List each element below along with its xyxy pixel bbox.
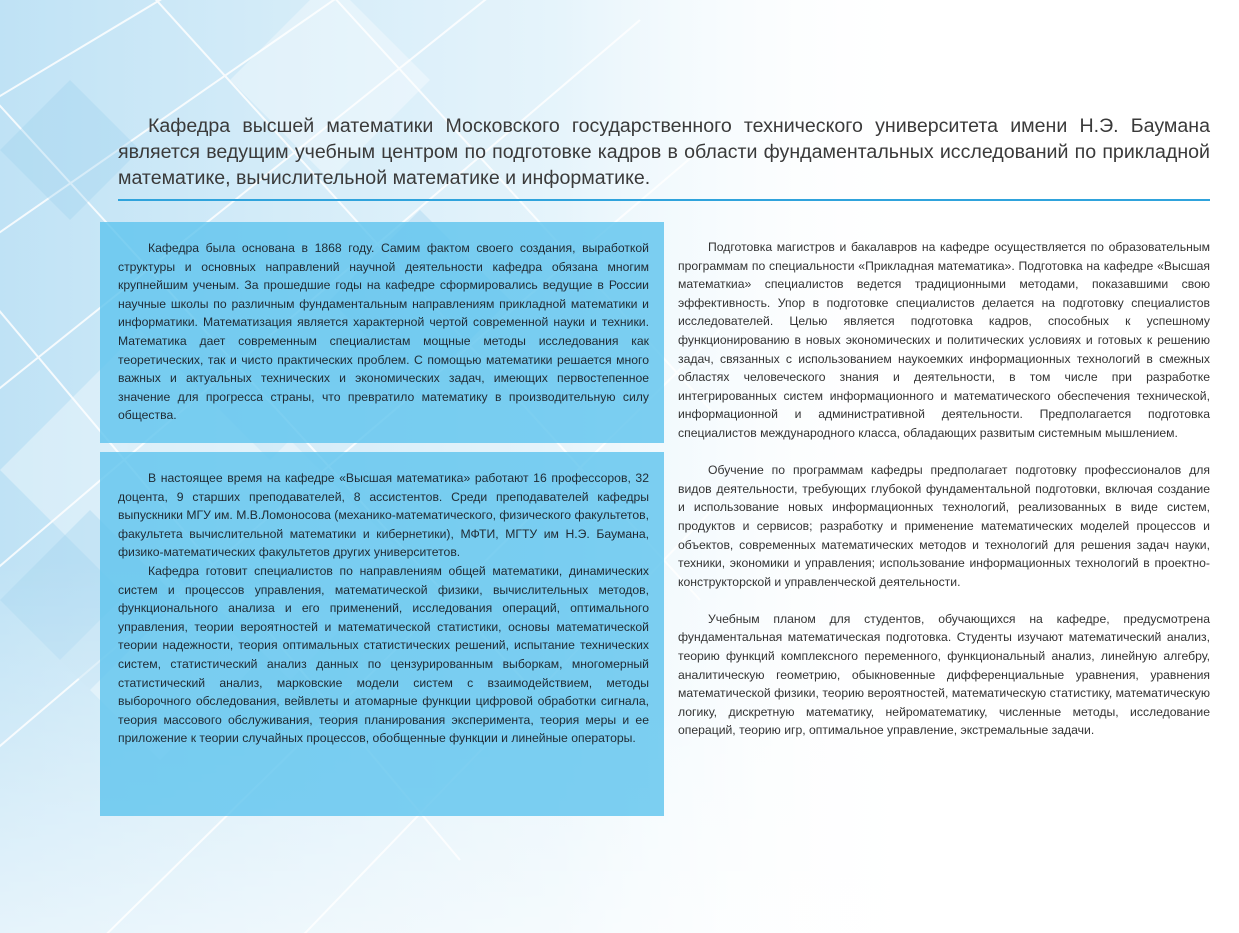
training-paragraph: Подготовка магистров и бакалавров на кафедре осуществляется по образовательным программам по специальности «Прикладная математика». Подготовка на кафедре «Высшая математкиа» специалистов ведется традиционными методами, показавшими свою эффективность. Упор в подготовке специалистов делается на подготовку специалистов исследователей. Целью является подготовка кадров, способных к успешному функционированию в новых экономических и политических условиях и готовых к решению задач, связанных с использованием наукоемких информационных технологий в смежных областях человеческого знания и деятельности, в том числе при разработке интегрированных систем информационного и математического обеспечения технической, информационной и административной деятельности. Предполагается подготовка специалистов международного класса, обладающих развитым системным мышлением. bbox=[678, 240, 1210, 440]
staff-paragraph: В настоящее время на кафедре «Высшая математика» работают 16 профессоров, 32 доцента, 9 старших преподавателей, 8 ассистентов. Среди преподавателей кафедры выпускники МГУ им. М.В.Ломоносова (механико-математического, физического факультетов, факультета вычислительной математики и кибернетики), МФТИ, МГТУ им Н.Э. Баумана, физико-математических факультетов других университетов. bbox=[118, 471, 649, 560]
staff-box bbox=[100, 452, 664, 816]
specializations-paragraph: Кафедра готовит специалистов по направлениям общей математики, динамических систем и процессов управления, математической физики, вычислительных методов, функционального анализа и его применений, исследования операций, оптимального управления, теории вероятностей и математической статистики, основы математической теории надежности, теория оптимальных статистических решений, испытание технических систем, статистический анализ данных по цензурированным выборкам, многомерный статистический анализ, марковские модели систем с взаимодействием, методы выборочного обследования, вейвлеты и атомарные функции цифровой обработки сигнала, теория массового обслуживания, теория планирования эксперимента, теория меры и ее приложение к теории случайных процессов, обобщенные функции и линейные операторы. bbox=[118, 563, 649, 746]
right-column bbox=[678, 238, 1210, 740]
programs-paragraph: Обучение по программам кафедры предполагает подготовку профессионалов для видов деятельности, требующих глубокой фундаментальной подготовки, включая создание и использование новых информационных технологий, реализованных в виде систем, продуктов и сервисов; разработку и применение математических моделей процессов и объектов, современных математических методов и технологий для решения задач науки, техники, экономики и управления; использование информационных технологий в проектно-конструкторской и управленческой деятельности. bbox=[678, 463, 1210, 589]
curriculum-paragraph: Учебным планом для студентов, обучающихся на кафедре, предусмотрена фундаментальная математическая подготовка. Студенты изучают математический анализ, теорию функций комплексного переменного, функциональный анализ, линейную алгебру, аналитическую геометрию, обыкновенные дифференциальные уравнения, уравнения математической физики, теорию вероятностей, математическую статистику, математическую логику, дискретную математику, нейроматематику, численные методы, исследование операций, теорию игр, оптимальное управление, экстремальные задачи. bbox=[678, 611, 1210, 738]
history-paragraph: Кафедра была основана в 1868 году. Самим фактом своего создания, выработкой структуры и основных направлений научной деятельности кафедра обязана многим крупнейшим ученым. За прошедшие годы на кафедре сформировались ведущие в России научные школы по различным фундаментальным направлениям прикладной математики и информатики. Математизация является характерной чертой современной науки и техники. Математика дает современным специалистам мощные методы исследования как теоретических, так и чисто практических проблем. С помощью математики решается много важных и актуальных технических и экономических задач, имеющих первостепенное значение для прогресса страны, что превратило математику в производительную силу общества. bbox=[118, 241, 649, 423]
headline-divider bbox=[118, 199, 1210, 201]
history-box bbox=[100, 222, 664, 443]
page-headline: Кафедра высшей математики Московского государственного технического университета имени Н.Э. Баумана является ведущим учебным центром по подготовке кадров в области фундаментальных исследований по прикладной математике, вычислительной математике и информатике. bbox=[118, 115, 1210, 189]
